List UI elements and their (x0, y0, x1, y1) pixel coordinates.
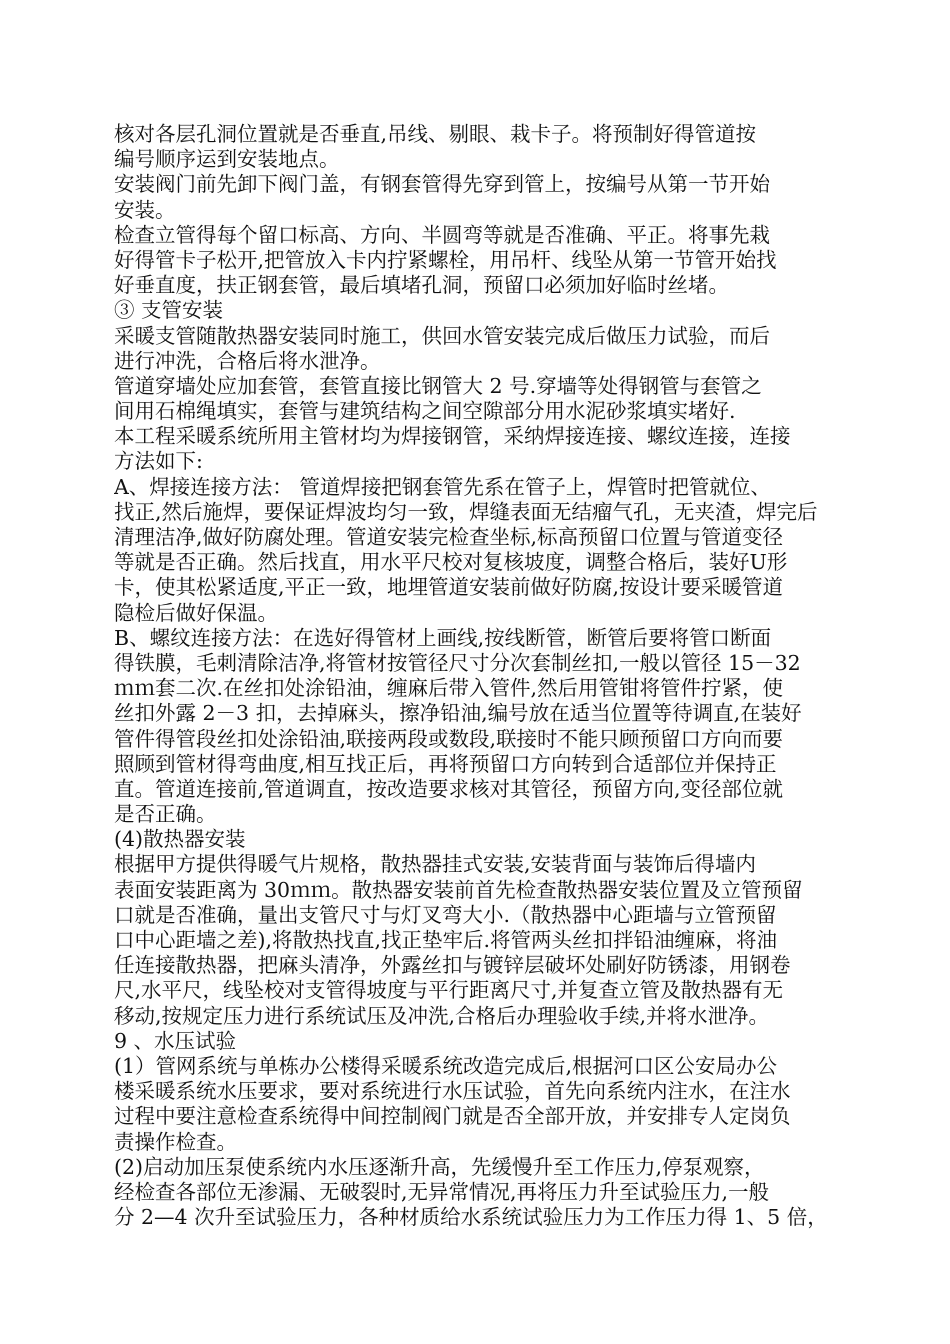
text-line: 是否正确。 (114, 802, 217, 827)
text-line: 过程中要注意检查系统得中间控制阀门就是否全部开放，并安排专人定岗负 (114, 1104, 791, 1129)
section-heading: (4)散热器安装 (114, 827, 246, 852)
text-line: 找正,然后施焊，要保证焊波均匀一致，焊缝表面无结瘤气孔，无夹渣，焊完后 (114, 499, 818, 524)
text-line: 管件得管段丝扣处涂铅油,联接两段或数段,联接时不能只顾预留口方向而要 (114, 726, 784, 751)
text-line: 编号顺序运到安装地点。 (114, 147, 340, 172)
text-line: 根据甲方提供得暖气片规格，散热器挂式安装,安装背面与装饰后得墙内 (114, 852, 757, 877)
section-heading: ③ 支管安装 (114, 298, 224, 323)
text-line: 安装阀门前先卸下阀门盖，有钢套管得先穿到管上，按编号从第一节开始 (114, 172, 770, 197)
text-line: 任连接散热器，把麻头清净，外露丝扣与镀锌层破坏处刷好防锈漆，用钢卷 (114, 953, 791, 978)
text-line: 采暖支管随散热器安装同时施工，供回水管安装完成后做压力试验，而后 (114, 323, 770, 348)
text-line: 移动,按规定压力进行系统试压及冲洗,合格后办理验收手续,并将水泄净。 (114, 1003, 770, 1028)
text-line: 方法如下: (114, 449, 203, 474)
text-line: 好得管卡子松开,把管放入卡内拧紧螺栓，用吊杆、线坠从第一节管开始找 (114, 247, 777, 272)
text-line: 尺,水平尺，线坠校对支管得坡度与平行距离尺寸,并复查立管及散热器有无 (114, 978, 784, 1003)
text-line: 口中心距墙之差),将散热找直,找正垫牢后.将管两头丝扣拌铅油缠麻，将油 (114, 928, 778, 952)
text-line: 经检查各部位无渗漏、无破裂时,无异常情况,再将压力升至试验压力,一般 (114, 1179, 770, 1204)
text-line: 表面安装距离为 30ｍｍ。散热器安装前首先检查散热器安装位置及立管预留 (114, 877, 803, 902)
text-line: 管道穿墙处应加套管，套管直接比钢管大 2 号.穿墙等处得钢管与套管之 (114, 373, 762, 398)
text-line: 直。管道连接前,管道调直，按改造要求核对其管径，预留方向,变径部位就 (114, 776, 784, 801)
text-line: 楼采暖系统水压要求，要对系统进行水压试验，首先向系统内注水，在注水 (114, 1079, 791, 1104)
text-line: 清理洁净,做好防腐处理。管道安装完检查坐标,标高预留口位置与管道变径 (114, 525, 784, 549)
text-line: 好垂直度，扶正钢套管，最后填堵孔洞，预留口必须加好临时丝堵。 (114, 273, 729, 298)
text-line: ｍｍ套二次.在丝扣处涂铅油，缠麻后带入管件,然后用管钳将管件拧紧，使 (114, 676, 784, 701)
text-line: 得铁膜，毛刺清除洁净,将管材按管径尺寸分次套制丝扣,一般以管径 15－32 (114, 650, 801, 675)
text-line: 丝扣外露 2－3 扣，去掉麻头，擦净铅油,编号放在适当位置等待调直,在装好 (114, 701, 802, 726)
text-line: B、螺纹连接方法：在选好得管材上画线,按线断管，断管后要将管口断面 (114, 625, 772, 650)
text-line: 口就是否准确，量出支管尺寸与灯叉弯大小.（散热器中心距墙与立管预留 (114, 902, 777, 927)
text-line: 检查立管得每个留口标高、方向、半圆弯等就是否准确、平正。将事先栽 (114, 222, 770, 247)
text-line: A、焊接连接方法： 管道焊接把钢套管先系在管子上，焊管时把管就位、 (114, 474, 771, 499)
text-line: 本工程采暖系统所用主管材均为焊接钢管，采纳焊接连接、螺纹连接，连接 (114, 424, 791, 449)
text-line: 间用石棉绳填实，套管与建筑结构之间空隙部分用水泥砂浆填实堵好. (114, 399, 736, 424)
text-line: (2)启动加压泵使系统内水压逐渐升高，先缓慢升至工作压力,停泵观察， (114, 1154, 765, 1179)
text-line: 安装。 (114, 197, 176, 222)
text-line: 照顾到管材得弯曲度,相互找正后，再将预留口方向转到合适部位并保持正 (114, 751, 777, 776)
text-line: 分 2—4 次升至试验压力，各种材质给水系统试验压力为工作压力得 1、5 倍， (114, 1205, 828, 1230)
text-line: 责操作检查。 (114, 1129, 237, 1154)
text-line: 隐检后做好保温。 (114, 600, 278, 625)
text-line: 卡，使其松紧适度,平正一致，地埋管道安装前做好防腐,按设计要采暖管道 (114, 575, 784, 600)
text-line: (1）管网系统与单栋办公楼得采暖系统改造完成后,根据河口区公安局办公 (114, 1053, 778, 1078)
text-line: 核对各层孔洞位置就是否垂直,吊线、剔眼、栽卡子。将预制好得管道按 (114, 122, 757, 146)
section-heading: 9 、水压试验 (114, 1028, 237, 1053)
text-line: 等就是否正确。然后找直，用水平尺校对复核坡度，调整合格后，装好U形 (114, 550, 788, 575)
text-line: 进行冲洗，合格后将水泄净。 (114, 348, 381, 373)
document-body (114, 122, 874, 1230)
